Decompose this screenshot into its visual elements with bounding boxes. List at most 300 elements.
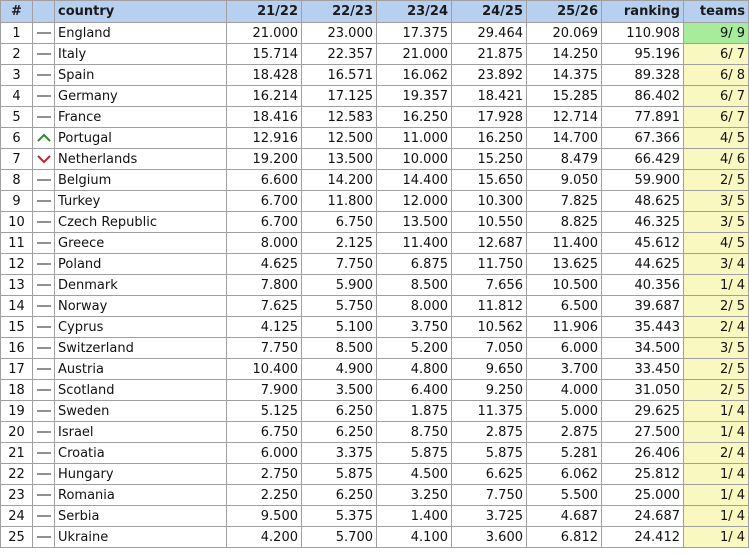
teams-cell: 1/ 4 <box>684 506 749 527</box>
season-25-26-cell: 7.825 <box>527 191 602 212</box>
country-cell: Scotland <box>55 380 227 401</box>
rank-cell: 7 <box>1 149 33 170</box>
season-25-26-cell: 9.050 <box>527 170 602 191</box>
season-25-26-cell: 14.700 <box>527 128 602 149</box>
season-25-26-cell: 6.000 <box>527 338 602 359</box>
table-row <box>1 212 749 233</box>
ranking-cell: 89.328 <box>602 65 684 86</box>
country-cell: Spain <box>55 65 227 86</box>
country-cell: Switzerland <box>55 338 227 359</box>
season-22-23-cell: 6.250 <box>302 422 377 443</box>
season-22-23-cell: 16.571 <box>302 65 377 86</box>
season-25-26-cell: 12.714 <box>527 107 602 128</box>
table-row <box>1 86 749 107</box>
ranking-cell: 34.500 <box>602 338 684 359</box>
teams-cell: 4/ 6 <box>684 149 749 170</box>
trend-same-icon <box>33 238 54 248</box>
teams-cell: 9/ 9 <box>684 23 749 44</box>
ranking-cell: 26.406 <box>602 443 684 464</box>
ranking-cell: 45.612 <box>602 233 684 254</box>
season-22-23-cell: 14.200 <box>302 170 377 191</box>
trend-same-icon <box>33 532 54 542</box>
season-24-25-cell: 10.300 <box>452 191 527 212</box>
trend-cell <box>33 359 55 380</box>
season-25-26-cell: 5.000 <box>527 401 602 422</box>
season-22-23-cell: 5.875 <box>302 464 377 485</box>
table-row <box>1 485 749 506</box>
season-23-24-cell: 4.100 <box>377 527 452 548</box>
trend-cell <box>33 44 55 65</box>
col-header-23-24[interactable]: 23/24 <box>377 1 452 23</box>
table-row <box>1 44 749 65</box>
season-21-22-cell: 4.625 <box>227 254 302 275</box>
season-22-23-cell: 23.000 <box>302 23 377 44</box>
trend-cell <box>33 23 55 44</box>
season-25-26-cell: 6.500 <box>527 296 602 317</box>
ranking-cell: 67.366 <box>602 128 684 149</box>
season-21-22-cell: 18.428 <box>227 65 302 86</box>
season-22-23-cell: 8.500 <box>302 338 377 359</box>
season-24-25-cell: 15.650 <box>452 170 527 191</box>
trend-same-icon <box>33 28 54 38</box>
season-25-26-cell: 14.250 <box>527 44 602 65</box>
trend-cell <box>33 170 55 191</box>
table-body <box>1 23 749 548</box>
season-24-25-cell: 7.750 <box>452 485 527 506</box>
teams-cell: 1/ 4 <box>684 422 749 443</box>
season-22-23-cell: 5.750 <box>302 296 377 317</box>
season-23-24-cell: 8.500 <box>377 275 452 296</box>
season-24-25-cell: 7.656 <box>452 275 527 296</box>
season-23-24-cell: 11.400 <box>377 233 452 254</box>
rank-cell: 11 <box>1 233 33 254</box>
country-cell: Austria <box>55 359 227 380</box>
season-22-23-cell: 4.900 <box>302 359 377 380</box>
season-22-23-cell: 12.583 <box>302 107 377 128</box>
rank-cell: 12 <box>1 254 33 275</box>
col-header-24-25[interactable]: 24/25 <box>452 1 527 23</box>
teams-cell: 2/ 4 <box>684 317 749 338</box>
country-cell: Czech Republic <box>55 212 227 233</box>
season-21-22-cell: 18.416 <box>227 107 302 128</box>
season-25-26-cell: 6.062 <box>527 464 602 485</box>
trend-same-icon <box>33 301 54 311</box>
season-21-22-cell: 6.700 <box>227 191 302 212</box>
season-23-24-cell: 6.875 <box>377 254 452 275</box>
ranking-cell: 77.891 <box>602 107 684 128</box>
season-23-24-cell: 8.750 <box>377 422 452 443</box>
country-cell: Netherlands <box>55 149 227 170</box>
ranking-cell: 95.196 <box>602 44 684 65</box>
trend-cell <box>33 401 55 422</box>
ranking-cell: 25.000 <box>602 485 684 506</box>
trend-cell <box>33 422 55 443</box>
rank-cell: 18 <box>1 380 33 401</box>
rank-cell: 8 <box>1 170 33 191</box>
teams-cell: 4/ 5 <box>684 233 749 254</box>
country-cell: Turkey <box>55 191 227 212</box>
ranking-cell: 24.687 <box>602 506 684 527</box>
season-23-24-cell: 8.000 <box>377 296 452 317</box>
season-21-22-cell: 10.400 <box>227 359 302 380</box>
season-22-23-cell: 3.375 <box>302 443 377 464</box>
country-cell: Italy <box>55 44 227 65</box>
teams-cell: 2/ 5 <box>684 380 749 401</box>
trend-cell <box>33 296 55 317</box>
col-header-rank[interactable]: # <box>1 1 33 23</box>
season-21-22-cell: 6.750 <box>227 422 302 443</box>
season-23-24-cell: 13.500 <box>377 212 452 233</box>
teams-cell: 3/ 5 <box>684 191 749 212</box>
col-header-teams[interactable]: teams <box>684 1 749 23</box>
teams-cell: 3/ 5 <box>684 212 749 233</box>
teams-cell: 6/ 7 <box>684 107 749 128</box>
ranking-cell: 29.625 <box>602 401 684 422</box>
col-header-25-26[interactable]: 25/26 <box>527 1 602 23</box>
col-header-country[interactable]: country <box>55 1 227 23</box>
col-header-ranking[interactable]: ranking <box>602 1 684 23</box>
season-24-25-cell: 10.562 <box>452 317 527 338</box>
season-23-24-cell: 21.000 <box>377 44 452 65</box>
table-row <box>1 359 749 380</box>
season-23-24-cell: 4.800 <box>377 359 452 380</box>
col-header-trend <box>33 1 55 23</box>
teams-cell: 1/ 4 <box>684 485 749 506</box>
trend-cell <box>33 107 55 128</box>
season-21-22-cell: 15.714 <box>227 44 302 65</box>
trend-same-icon <box>33 343 54 353</box>
season-23-24-cell: 6.400 <box>377 380 452 401</box>
season-24-25-cell: 11.750 <box>452 254 527 275</box>
rank-cell: 16 <box>1 338 33 359</box>
season-22-23-cell: 5.700 <box>302 527 377 548</box>
rank-cell: 17 <box>1 359 33 380</box>
season-21-22-cell: 7.625 <box>227 296 302 317</box>
season-23-24-cell: 1.875 <box>377 401 452 422</box>
trend-same-icon <box>33 49 54 59</box>
rank-cell: 6 <box>1 128 33 149</box>
ranking-cell: 48.625 <box>602 191 684 212</box>
trend-cell <box>33 65 55 86</box>
season-24-25-cell: 5.875 <box>452 443 527 464</box>
teams-cell: 1/ 4 <box>684 275 749 296</box>
trend-same-icon <box>33 511 54 521</box>
season-24-25-cell: 3.600 <box>452 527 527 548</box>
season-21-22-cell: 8.000 <box>227 233 302 254</box>
season-23-24-cell: 5.200 <box>377 338 452 359</box>
table-row <box>1 170 749 191</box>
rank-cell: 13 <box>1 275 33 296</box>
trend-cell <box>33 506 55 527</box>
teams-cell: 4/ 5 <box>684 128 749 149</box>
season-24-25-cell: 11.812 <box>452 296 527 317</box>
season-23-24-cell: 16.062 <box>377 65 452 86</box>
table-row <box>1 296 749 317</box>
rank-cell: 15 <box>1 317 33 338</box>
teams-cell: 6/ 7 <box>684 86 749 107</box>
table-row <box>1 443 749 464</box>
trend-same-icon <box>33 427 54 437</box>
season-24-25-cell: 29.464 <box>452 23 527 44</box>
season-21-22-cell: 6.700 <box>227 212 302 233</box>
season-22-23-cell: 6.250 <box>302 401 377 422</box>
table-row <box>1 128 749 149</box>
season-21-22-cell: 12.916 <box>227 128 302 149</box>
table-row <box>1 464 749 485</box>
table-row <box>1 65 749 86</box>
table-row <box>1 107 749 128</box>
teams-cell: 6/ 7 <box>684 44 749 65</box>
trend-same-icon <box>33 385 54 395</box>
table-row <box>1 191 749 212</box>
ranking-cell: 25.812 <box>602 464 684 485</box>
trend-cell <box>33 380 55 401</box>
rank-cell: 24 <box>1 506 33 527</box>
rank-cell: 25 <box>1 527 33 548</box>
country-cell: England <box>55 23 227 44</box>
teams-cell: 3/ 4 <box>684 254 749 275</box>
country-cell: Ukraine <box>55 527 227 548</box>
trend-same-icon <box>33 112 54 122</box>
season-22-23-cell: 17.125 <box>302 86 377 107</box>
season-23-24-cell: 19.357 <box>377 86 452 107</box>
ranking-cell: 35.443 <box>602 317 684 338</box>
season-21-22-cell: 5.125 <box>227 401 302 422</box>
season-23-24-cell: 10.000 <box>377 149 452 170</box>
season-22-23-cell: 2.125 <box>302 233 377 254</box>
table-row <box>1 149 749 170</box>
trend-same-icon <box>33 490 54 500</box>
trend-cell <box>33 464 55 485</box>
table-row <box>1 275 749 296</box>
trend-same-icon <box>33 469 54 479</box>
table-row <box>1 338 749 359</box>
table-row <box>1 380 749 401</box>
season-23-24-cell: 1.400 <box>377 506 452 527</box>
season-21-22-cell: 7.900 <box>227 380 302 401</box>
season-21-22-cell: 19.200 <box>227 149 302 170</box>
country-cell: Greece <box>55 233 227 254</box>
country-cell: Hungary <box>55 464 227 485</box>
table-row <box>1 527 749 548</box>
col-header-21-22[interactable]: 21/22 <box>227 1 302 23</box>
season-21-22-cell: 2.250 <box>227 485 302 506</box>
season-23-24-cell: 3.750 <box>377 317 452 338</box>
teams-cell: 2/ 5 <box>684 296 749 317</box>
season-21-22-cell: 7.750 <box>227 338 302 359</box>
season-25-26-cell: 5.500 <box>527 485 602 506</box>
season-22-23-cell: 6.250 <box>302 485 377 506</box>
ranking-cell: 110.908 <box>602 23 684 44</box>
season-22-23-cell: 5.100 <box>302 317 377 338</box>
teams-cell: 1/ 4 <box>684 401 749 422</box>
trend-cell <box>33 527 55 548</box>
season-22-23-cell: 7.750 <box>302 254 377 275</box>
country-cell: Croatia <box>55 443 227 464</box>
season-24-25-cell: 21.875 <box>452 44 527 65</box>
season-25-26-cell: 2.875 <box>527 422 602 443</box>
country-cell: Romania <box>55 485 227 506</box>
season-24-25-cell: 9.250 <box>452 380 527 401</box>
table-row <box>1 422 749 443</box>
season-21-22-cell: 6.600 <box>227 170 302 191</box>
season-24-25-cell: 6.625 <box>452 464 527 485</box>
ranking-cell: 46.325 <box>602 212 684 233</box>
country-cell: Cyprus <box>55 317 227 338</box>
rank-cell: 21 <box>1 443 33 464</box>
season-23-24-cell: 16.250 <box>377 107 452 128</box>
season-24-25-cell: 16.250 <box>452 128 527 149</box>
rank-cell: 14 <box>1 296 33 317</box>
season-25-26-cell: 14.375 <box>527 65 602 86</box>
season-22-23-cell: 5.900 <box>302 275 377 296</box>
season-21-22-cell: 4.125 <box>227 317 302 338</box>
trend-cell <box>33 338 55 359</box>
ranking-cell: 27.500 <box>602 422 684 443</box>
season-22-23-cell: 5.375 <box>302 506 377 527</box>
season-24-25-cell: 17.928 <box>452 107 527 128</box>
season-21-22-cell: 4.200 <box>227 527 302 548</box>
country-cell: Poland <box>55 254 227 275</box>
ranking-cell: 66.429 <box>602 149 684 170</box>
country-cell: Portugal <box>55 128 227 149</box>
season-24-25-cell: 2.875 <box>452 422 527 443</box>
season-25-26-cell: 4.000 <box>527 380 602 401</box>
country-cell: Sweden <box>55 401 227 422</box>
teams-cell: 6/ 8 <box>684 65 749 86</box>
trend-same-icon <box>33 196 54 206</box>
season-24-25-cell: 23.892 <box>452 65 527 86</box>
trend-cell <box>33 149 55 170</box>
rank-cell: 4 <box>1 86 33 107</box>
season-23-24-cell: 17.375 <box>377 23 452 44</box>
country-cell: Denmark <box>55 275 227 296</box>
season-25-26-cell: 5.281 <box>527 443 602 464</box>
teams-cell: 2/ 5 <box>684 359 749 380</box>
country-cell: Norway <box>55 296 227 317</box>
trend-cell <box>33 254 55 275</box>
ranking-cell: 44.625 <box>602 254 684 275</box>
ranking-cell: 33.450 <box>602 359 684 380</box>
season-25-26-cell: 20.069 <box>527 23 602 44</box>
season-25-26-cell: 6.812 <box>527 527 602 548</box>
header-row <box>1 1 749 23</box>
trend-cell <box>33 317 55 338</box>
trend-cell <box>33 233 55 254</box>
season-21-22-cell: 9.500 <box>227 506 302 527</box>
season-24-25-cell: 12.687 <box>452 233 527 254</box>
season-21-22-cell: 7.800 <box>227 275 302 296</box>
season-24-25-cell: 3.725 <box>452 506 527 527</box>
trend-same-icon <box>33 217 54 227</box>
season-23-24-cell: 3.250 <box>377 485 452 506</box>
trend-cell <box>33 128 55 149</box>
ranking-cell: 24.412 <box>602 527 684 548</box>
season-24-25-cell: 10.550 <box>452 212 527 233</box>
table-row <box>1 506 749 527</box>
season-22-23-cell: 6.750 <box>302 212 377 233</box>
rank-cell: 20 <box>1 422 33 443</box>
season-23-24-cell: 12.000 <box>377 191 452 212</box>
trend-same-icon <box>33 280 54 290</box>
teams-cell: 1/ 4 <box>684 464 749 485</box>
trend-cell <box>33 443 55 464</box>
trend-up-icon <box>33 133 54 143</box>
season-23-24-cell: 4.500 <box>377 464 452 485</box>
season-23-24-cell: 11.000 <box>377 128 452 149</box>
ranking-cell: 86.402 <box>602 86 684 107</box>
rank-cell: 23 <box>1 485 33 506</box>
season-25-26-cell: 10.500 <box>527 275 602 296</box>
rank-cell: 2 <box>1 44 33 65</box>
trend-same-icon <box>33 322 54 332</box>
season-25-26-cell: 15.285 <box>527 86 602 107</box>
teams-cell: 3/ 5 <box>684 338 749 359</box>
season-25-26-cell: 3.700 <box>527 359 602 380</box>
table-row <box>1 317 749 338</box>
trend-same-icon <box>33 448 54 458</box>
season-25-26-cell: 4.687 <box>527 506 602 527</box>
rank-cell: 1 <box>1 23 33 44</box>
trend-same-icon <box>33 364 54 374</box>
rank-cell: 19 <box>1 401 33 422</box>
ranking-cell: 40.356 <box>602 275 684 296</box>
country-cell: Belgium <box>55 170 227 191</box>
season-22-23-cell: 12.500 <box>302 128 377 149</box>
trend-same-icon <box>33 175 54 185</box>
season-25-26-cell: 8.479 <box>527 149 602 170</box>
country-cell: Serbia <box>55 506 227 527</box>
trend-same-icon <box>33 70 54 80</box>
trend-same-icon <box>33 91 54 101</box>
table-row <box>1 254 749 275</box>
rank-cell: 22 <box>1 464 33 485</box>
trend-cell <box>33 191 55 212</box>
trend-cell <box>33 275 55 296</box>
season-24-25-cell: 7.050 <box>452 338 527 359</box>
season-21-22-cell: 21.000 <box>227 23 302 44</box>
table-row <box>1 401 749 422</box>
rank-cell: 10 <box>1 212 33 233</box>
season-24-25-cell: 18.421 <box>452 86 527 107</box>
season-22-23-cell: 3.500 <box>302 380 377 401</box>
country-cell: France <box>55 107 227 128</box>
trend-cell <box>33 485 55 506</box>
teams-cell: 1/ 4 <box>684 527 749 548</box>
ranking-cell: 59.900 <box>602 170 684 191</box>
season-25-26-cell: 13.625 <box>527 254 602 275</box>
trend-cell <box>33 86 55 107</box>
rank-cell: 3 <box>1 65 33 86</box>
ranking-cell: 31.050 <box>602 380 684 401</box>
rank-cell: 5 <box>1 107 33 128</box>
season-25-26-cell: 8.825 <box>527 212 602 233</box>
season-21-22-cell: 16.214 <box>227 86 302 107</box>
season-24-25-cell: 11.375 <box>452 401 527 422</box>
season-25-26-cell: 11.906 <box>527 317 602 338</box>
season-22-23-cell: 13.500 <box>302 149 377 170</box>
col-header-22-23[interactable]: 22/23 <box>302 1 377 23</box>
country-cell: Israel <box>55 422 227 443</box>
country-cell: Germany <box>55 86 227 107</box>
ranking-cell: 39.687 <box>602 296 684 317</box>
season-23-24-cell: 5.875 <box>377 443 452 464</box>
season-23-24-cell: 14.400 <box>377 170 452 191</box>
season-25-26-cell: 11.400 <box>527 233 602 254</box>
season-24-25-cell: 15.250 <box>452 149 527 170</box>
trend-same-icon <box>33 259 54 269</box>
teams-cell: 2/ 5 <box>684 170 749 191</box>
